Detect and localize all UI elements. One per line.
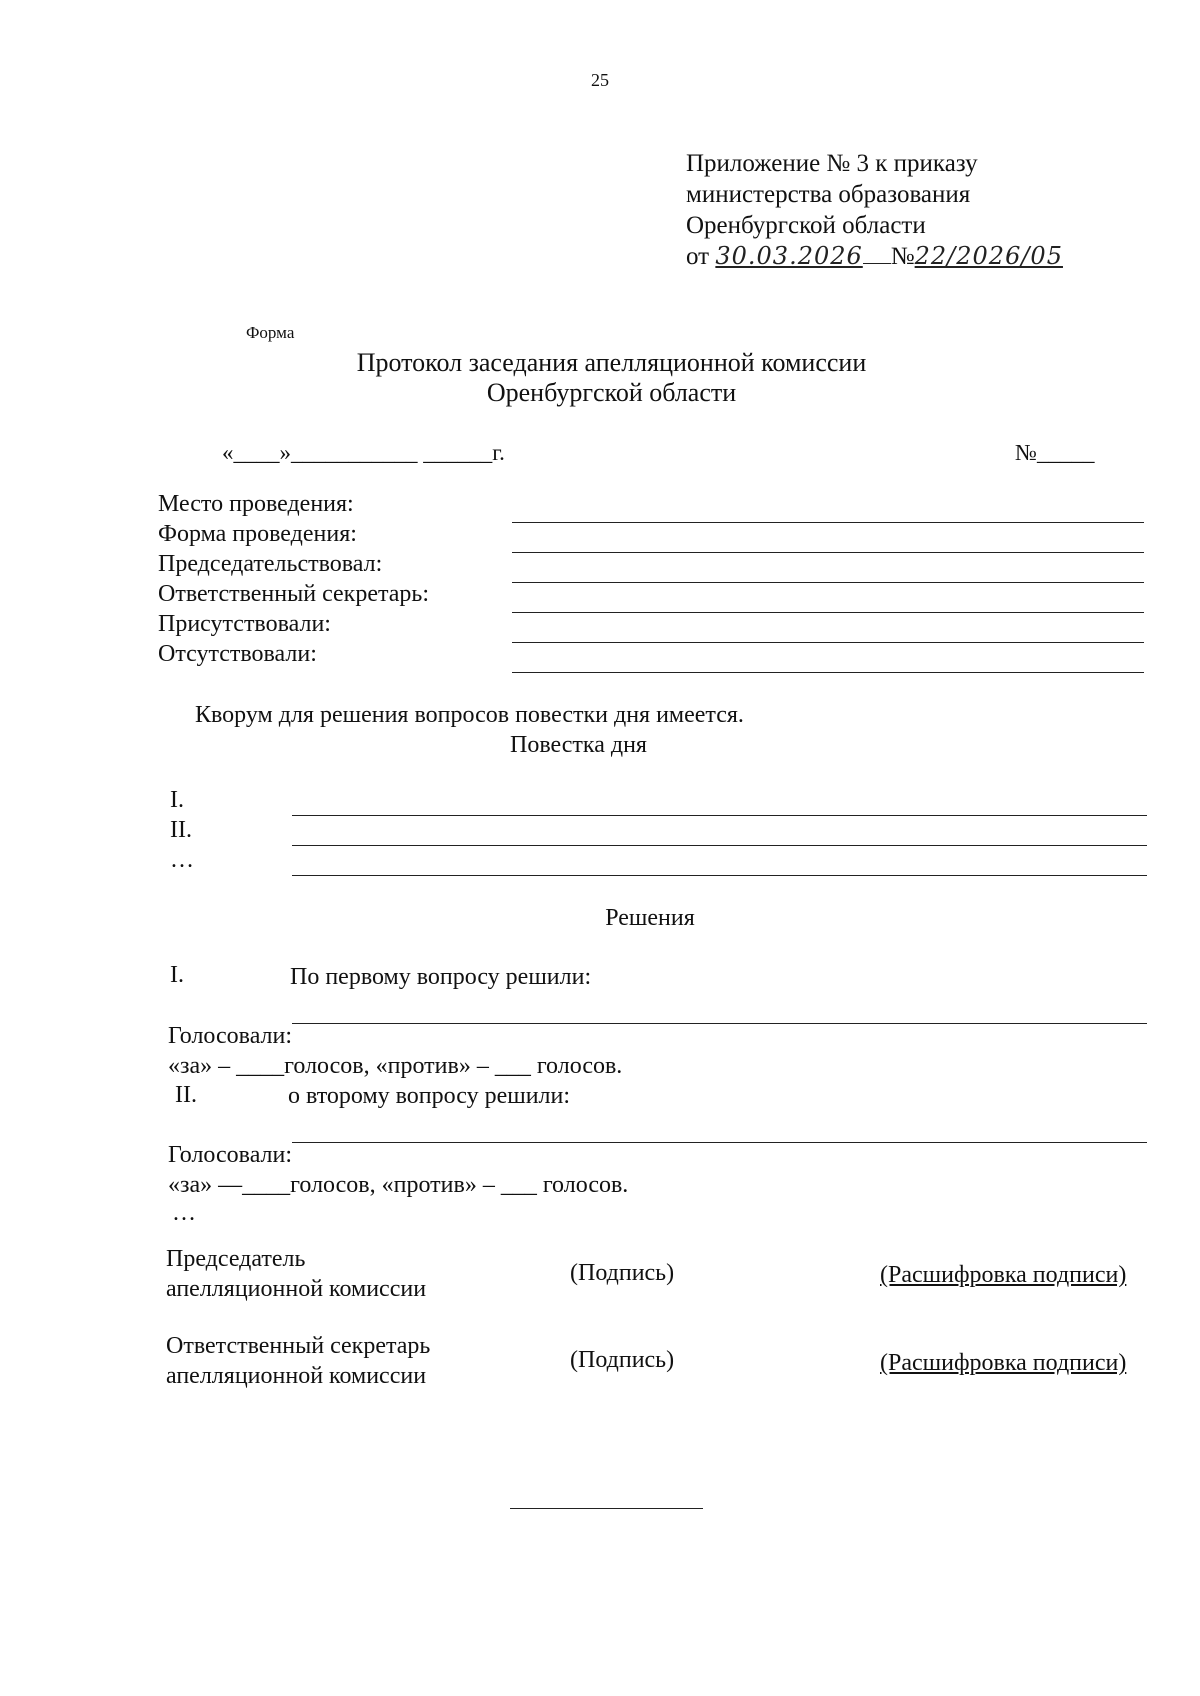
decision-2-text: о второму вопросу решили: bbox=[288, 1083, 571, 1109]
document-title bbox=[0, 348, 1200, 408]
signature-decoding: (Расшифровка подписи) bbox=[880, 1262, 1127, 1288]
signature-role-line-2: апелляционной комиссии bbox=[166, 1363, 427, 1389]
decision-1-voted-label: Голосовали: bbox=[168, 1023, 293, 1049]
signature-role-chair bbox=[166, 1244, 426, 1304]
decision-1-text: По первому вопросу решили: bbox=[290, 964, 592, 990]
signature-role-line-1: Ответственный секретарь bbox=[166, 1333, 431, 1359]
number-prefix: № bbox=[890, 243, 915, 270]
field-blank-line bbox=[512, 552, 1144, 553]
field-blank-line bbox=[512, 672, 1144, 673]
meeting-fields bbox=[158, 489, 429, 669]
signature-decoding: (Расшифровка подписи) bbox=[880, 1350, 1127, 1376]
document-end-line bbox=[510, 1508, 703, 1509]
field-label-secretary: Ответственный секретарь: bbox=[158, 581, 430, 607]
title-line-1: Протокол заседания апелляционной комиссии bbox=[356, 348, 867, 377]
handwritten-date: 30.03.2026 bbox=[715, 242, 863, 270]
appendix-date-number bbox=[686, 241, 1063, 272]
title-line-2: Оренбургской области bbox=[486, 378, 737, 407]
decision-1-numeral: I. bbox=[170, 962, 184, 988]
field-blank-line bbox=[512, 642, 1144, 643]
appendix-line-2: министерства образования bbox=[686, 181, 971, 208]
decision-2-votes: «за» —____голосов, «против» – ___ голосов. bbox=[168, 1172, 629, 1198]
field-blank-line bbox=[512, 522, 1144, 523]
field-label-place: Место проведения: bbox=[158, 491, 354, 517]
field-label-absent: Отсутствовали: bbox=[158, 641, 317, 667]
decisions-ellipsis: … bbox=[172, 1200, 196, 1226]
signature-placeholder: (Подпись) bbox=[570, 1347, 675, 1373]
protocol-number-line: №_____ bbox=[1015, 440, 1095, 465]
agenda-title: Повестка дня bbox=[510, 732, 647, 758]
appendix-block bbox=[686, 148, 1063, 272]
quorum-statement: Кворум для решения вопросов повестки дня имеется. bbox=[195, 702, 744, 728]
agenda-blank-line bbox=[292, 875, 1147, 876]
signature-role-secretary bbox=[166, 1331, 430, 1391]
field-blank-line bbox=[512, 582, 1144, 583]
agenda-blank-line bbox=[292, 845, 1147, 846]
field-label-format: Форма проведения: bbox=[158, 521, 357, 547]
agenda-item-marker: II. bbox=[170, 817, 192, 843]
decision-1-votes: «за» – ____голосов, «против» – ___ голосов. bbox=[168, 1053, 623, 1079]
appendix-line-3: Оренбургской области bbox=[686, 212, 926, 239]
signature-placeholder: (Подпись) bbox=[570, 1260, 675, 1286]
field-label-present: Присутствовали: bbox=[158, 611, 331, 637]
from-prefix: от bbox=[686, 243, 710, 270]
appendix-line-1: Приложение № 3 к приказу bbox=[686, 150, 978, 177]
form-label: Форма bbox=[246, 323, 295, 342]
decision-2-numeral: II. bbox=[175, 1082, 197, 1108]
agenda-item-marker: I. bbox=[170, 787, 184, 813]
agenda-item-marker: … bbox=[170, 847, 194, 873]
field-label-chair: Председательствовал: bbox=[158, 551, 383, 577]
protocol-date-line: «____»___________ ______г. bbox=[222, 440, 505, 465]
decision-2-voted-label: Голосовали: bbox=[168, 1142, 293, 1168]
signature-role-line-2: апелляционной комиссии bbox=[166, 1276, 427, 1302]
decision-2-blank-line bbox=[292, 1142, 1147, 1143]
handwritten-number: 22/2026/05 bbox=[914, 242, 1063, 270]
signature-role-line-1: Председатель bbox=[166, 1246, 306, 1272]
page-number: 25 bbox=[591, 70, 609, 90]
field-blank-line bbox=[512, 612, 1144, 613]
decisions-title: Решения bbox=[605, 905, 695, 931]
decision-1-blank-line bbox=[292, 1023, 1147, 1024]
agenda-blank-line bbox=[292, 815, 1147, 816]
